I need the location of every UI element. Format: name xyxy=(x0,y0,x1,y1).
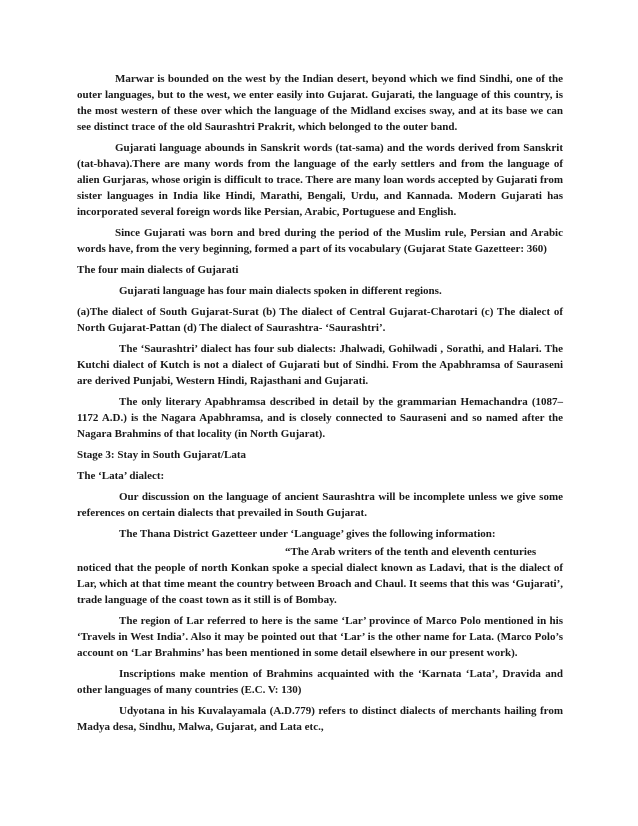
paragraph-marwar: Marwar is bounded on the west by the Indian desert, beyond which we find Sindhi, one of the outer languages, but to the west, we enter easily into Gujarat. Gujarati, the language of this country, is the most western of these over which the language of the Midland excises sway, and at its base we can see distinct trace of the old Saurashtri Prakrit, which belonged to the outer band. xyxy=(77,73,563,133)
paragraph-ladavi-dialect: noticed that the people of north Konkan spoke a special dialect known as Ladavi, that is the dialect of Lar, which at that time meant the country between Broach and Chaul. It seems that this was ‘Gujarati’, trade language of the coast town as it still is of Bombay. xyxy=(77,562,563,606)
paragraph-gujarati-vocabulary: Gujarati language abounds in Sanskrit words (tat-sama) and the words derived from Sanskrit (tat-bhava).There are many words from the language of the early settlers and from the language of alien Gurjaras, whose origin is difficult to trace. There are many loan words accepted by Gujarati from sister languages in India like Hindi, Marathi, Bengali, Urdu, and Kannada. Modern Gujarati has incorporated several foreign words like Persian, Arabic, Portuguese and English. xyxy=(77,142,563,218)
paragraph-nagara-apabhramsa: The only literary Apabhramsa described in detail by the grammarian Hemachandra (1087–1172 A.D.) is the Nagara Apabhramsa, and is closely connected to Sauraseni and so named after the Nagara Brahmins of that locality (in North Gujarat). xyxy=(77,396,563,440)
heading-four-dialects: The four main dialects of Gujarati xyxy=(77,264,239,276)
quote-arab-writers: “The Arab writers of the tenth and eleventh centuries xyxy=(285,546,537,558)
heading-stage-3: Stage 3: Stay in South Gujarat/Lata xyxy=(77,449,246,461)
paragraph-marco-polo: The region of Lar referred to here is the same ‘Lar’ province of Marco Polo mentioned in his ‘Travels in West India’. Also it may be pointed out that ‘Lar’ is the other name for Lata. (Marco Polo’s account on ‘Lar Brahmins’ has been mentioned in some detail elsewhere in our present work). xyxy=(77,615,563,659)
paragraph-four-dialects-intro: Gujarati language has four main dialects spoken in different regions. xyxy=(119,285,442,297)
paragraph-thana-gazetteer: The Thana District Gazetteer under ‘Language’ gives the following information: xyxy=(119,528,496,540)
paragraph-muslim-rule: Since Gujarati was born and bred during the period of the Muslim rule, Persian and Arabic words have, from the very beginning, formed a part of its vocabulary (Gujarat State Gazetteer: 360) xyxy=(77,227,563,255)
heading-lata-dialect: The ‘Lata’ dialect: xyxy=(77,470,165,482)
paragraph-ancient-saurashtra: Our discussion on the language of ancient Saurashtra will be incomplete unless we give some references on certain dialects that prevailed in South Gujarat. xyxy=(77,491,563,519)
paragraph-inscriptions: Inscriptions make mention of Brahmins acquainted with the ‘Karnata ‘Lata’, Dravida and other languages of many countries (E.C. V: 130) xyxy=(77,668,563,696)
paragraph-saurashtri-subdialects: The ‘Saurashtri’ dialect has four sub dialects: Jhalwadi, Gohilwadi , Sorathi, and Halari. The Kutchi dialect of Kutch is not a dialect of Gujarati but of Sindhi. From the Apabhramsa of Sauraseni are derived Punjabi, Western Hindi, Rajasthani and Gujarati. xyxy=(77,343,563,387)
paragraph-dialect-list: (a)The dialect of South Gujarat-Surat (b) The dialect of Central Gujarat-Charotari (c) The dialect of North Gujarat-Pattan (d) The dialect of Saurashtra- ‘Saurashtri’. xyxy=(77,306,563,334)
paragraph-udyotana: Udyotana in his Kuvalayamala (A.D.779) refers to distinct dialects of merchants hailing from Madya desa, Sindhu, Malwa, Gujarat, and Lata etc., xyxy=(77,705,563,733)
